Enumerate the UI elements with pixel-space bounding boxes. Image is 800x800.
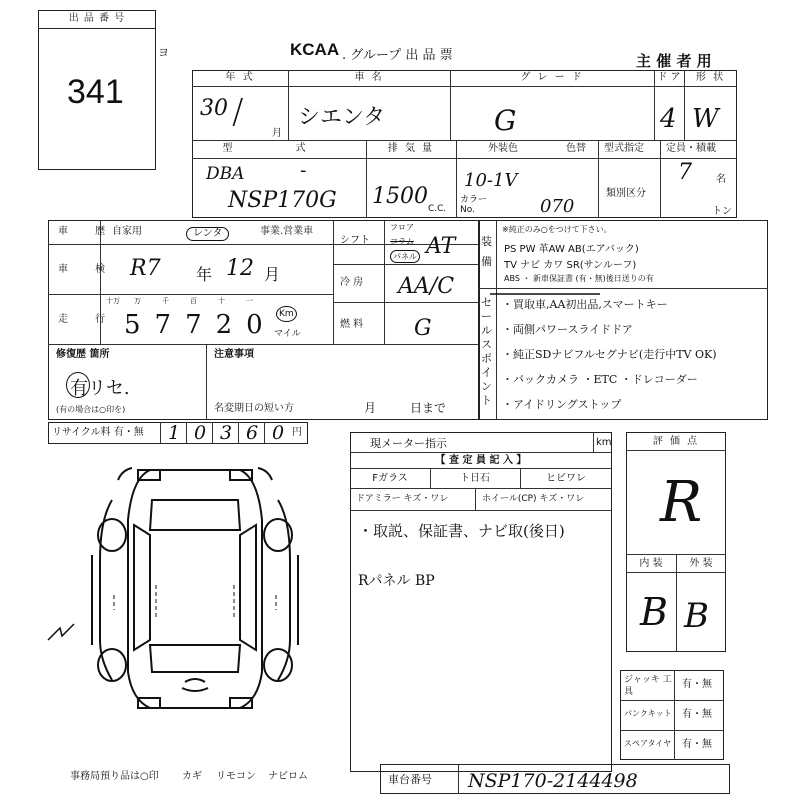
stone-label: ト日石 xyxy=(460,473,490,484)
color-label: 外装色 xyxy=(488,143,518,154)
mileage-digit-label: 百 xyxy=(190,297,197,305)
office-items-text: 事務局預り品は○印 xyxy=(70,771,159,782)
shift-value: AT xyxy=(426,234,456,259)
recycle-label: リサイクル料 有・無 xyxy=(52,427,144,438)
mileage-mile-unit: マイル xyxy=(274,329,301,339)
lot-number-box xyxy=(38,10,156,170)
year-slash: / xyxy=(232,92,244,132)
brand-logo: KCAA xyxy=(290,40,340,59)
shift-column: コラム xyxy=(390,237,414,246)
grade-value: G xyxy=(494,104,517,137)
lot-number-label: 出 品 番 号 xyxy=(39,11,155,29)
crack-label: ヒビワレ xyxy=(546,473,586,484)
exterior-value: B xyxy=(684,596,709,636)
glass-label: Fガラス xyxy=(372,473,408,484)
meter-unit: km xyxy=(596,437,612,448)
fuel-value: G xyxy=(414,316,432,341)
inspection-era: R7 xyxy=(130,256,161,281)
shift-label: シフト xyxy=(340,235,370,246)
tool-spare-value: 有・無 xyxy=(682,739,712,750)
type-spec-label: 型式指定 xyxy=(604,143,644,154)
car-name: シエンタ xyxy=(298,105,386,130)
mileage-digit-label: 万 xyxy=(134,297,141,305)
month-suffix: 月 xyxy=(272,128,282,139)
color-change-label: 色替 xyxy=(566,143,586,154)
office-items-remote: リモコン xyxy=(216,771,256,782)
aircon-value: AA/C xyxy=(398,274,455,299)
inspection-month-suffix: 月 xyxy=(264,265,281,284)
tool-spare-label: スペアタイヤ xyxy=(624,739,672,748)
shape-label: 形 状 xyxy=(695,72,726,83)
name-label: 車 名 xyxy=(354,72,384,83)
fuel-label: 燃 料 xyxy=(340,319,364,330)
sales-point-line: ・アイドリングストップ xyxy=(502,398,622,411)
mileage-digit-label: 十 xyxy=(218,297,225,305)
doors-value: 4 xyxy=(660,104,677,134)
ton-unit: トン xyxy=(712,206,732,217)
mileage-km-unit: Km xyxy=(276,306,297,322)
mileage-digit-label: 十万 xyxy=(106,297,120,305)
rating-value: R xyxy=(660,470,703,535)
sales-points-list xyxy=(502,292,764,417)
model-value: NSP170G xyxy=(228,188,337,213)
class-label: 類別区分 xyxy=(606,188,646,199)
tool-jack-value: 有・無 xyxy=(682,679,712,690)
sales-point-line: ・バックカメラ ・ETC ・ドレコーダー xyxy=(502,373,698,386)
title-change-label: 名変期日の短い方 xyxy=(214,403,294,414)
meter-label: 現メーター指示 xyxy=(370,437,447,450)
equipment-note: ※純正のみ○をつけて下さい。 xyxy=(502,225,612,234)
year-value: 30 xyxy=(200,96,228,121)
mileage-label: 走 行 xyxy=(58,314,118,325)
repair-note: (有の場合は○印を) xyxy=(56,405,126,414)
capacity-value: 7 xyxy=(678,160,692,185)
office-items-key: カギ xyxy=(182,771,202,782)
color-code: 070 xyxy=(540,196,575,217)
mileage-digit-labels xyxy=(100,296,270,308)
mileage-value: 57720 xyxy=(124,310,277,340)
tool-puncture-label: パンクキット xyxy=(624,709,672,718)
copy-label: 主 催 者 用 xyxy=(636,52,712,70)
recycle-digit: 0 xyxy=(186,422,213,444)
mileage-digit-label: 千 xyxy=(162,297,169,305)
sales-point-line: ・両側パワースライドドア xyxy=(502,323,633,336)
title-change-month: 月 xyxy=(364,401,377,415)
sales-point-line: ・純正SDナビフルセグナビ(走行中TV OK) xyxy=(502,348,717,361)
interior-label: 内 装 xyxy=(639,558,663,569)
office-items-navi: ナビロム xyxy=(268,771,308,782)
color-code-label: カラー No. xyxy=(460,195,488,215)
model-label: 型 式 xyxy=(222,143,336,154)
recycle-digit: 3 xyxy=(212,422,239,444)
mirror-label: ドアミラー キズ・ワレ xyxy=(356,494,449,504)
inspection-month: 12 xyxy=(226,256,254,281)
wheel-label: ホイール(CP) キズ・ワレ xyxy=(482,494,585,504)
cc-unit: C.C. xyxy=(428,204,447,214)
shift-panel: パネル xyxy=(390,250,420,263)
tool-jack-label: ジャッキ 工 具 xyxy=(624,675,672,697)
recycle-digit: 6 xyxy=(238,422,265,444)
lot-number: 341 xyxy=(67,73,124,111)
repair-circle xyxy=(66,372,90,398)
capacity-label: 定員・積載 xyxy=(666,143,716,154)
repair-value: 有リセ. xyxy=(70,378,130,399)
recycle-digit: 1 xyxy=(160,422,187,444)
equipment-line2: TV ナビ カワ SR(サンルーフ) xyxy=(504,260,637,271)
capacity-unit: 名 xyxy=(716,174,726,185)
sales-point-line: ・買取車,AA初出品,スマートキー xyxy=(502,298,668,311)
door-label: ド ア xyxy=(657,72,681,83)
displacement-value: 1500 xyxy=(372,184,428,209)
exterior-label: 外 装 xyxy=(689,558,713,569)
interior-value: B xyxy=(640,590,668,634)
recycle-unit: 円 xyxy=(292,427,302,438)
history-private: 自家用 xyxy=(112,226,142,237)
recycle-digit: 0 xyxy=(264,422,291,444)
displacement-label: 排 気 量 xyxy=(387,143,435,154)
notes-label: 注意事項 xyxy=(214,349,254,360)
history-rental: レンタ xyxy=(186,227,229,241)
tool-puncture-value: 有・無 xyxy=(682,709,712,720)
chassis-label: 車台番号 xyxy=(388,773,432,786)
shape-value: W xyxy=(692,104,719,134)
equipment-line1: PS PW 革AW AB(エアバック) xyxy=(504,244,639,255)
inspector-header: 【 査 定 員 記 入 】 xyxy=(435,455,527,466)
model-prefix: DBA xyxy=(206,164,245,184)
inspector-comment1: ・取説、保証書、ナビ取(後日) xyxy=(358,522,565,540)
history-label: 車 歴 xyxy=(58,226,118,237)
exterior-color: 10-1V xyxy=(464,170,518,191)
shift-floor: フロア xyxy=(390,223,414,232)
sales-points-label: セールスポイント xyxy=(481,296,492,407)
chassis-value: NSP170-2144498 xyxy=(468,770,638,792)
inspection-year-suffix: 年 xyxy=(196,265,213,284)
mileage-digit-label: 一 xyxy=(246,297,253,305)
history-business: 事業.営業車 xyxy=(260,226,314,237)
year-label: 年 式 xyxy=(225,72,255,83)
form-title: . グループ 出 品 票 xyxy=(342,48,453,63)
repair-label: 修復歴 箇所 xyxy=(56,349,110,360)
equipment-line3: ABS ・ 新車保証書 (有・無)後日送りの有 xyxy=(504,274,654,283)
header-fragment: ヨ xyxy=(158,46,169,59)
rating-label: 評 価 点 xyxy=(652,436,700,447)
inspection-label: 車 検 xyxy=(58,264,118,275)
equipment-label: 装 備 xyxy=(481,235,492,268)
inspector-comment2: Rパネル BP xyxy=(358,573,435,589)
model-dash: - xyxy=(300,160,307,181)
aircon-label: 冷 房 xyxy=(340,277,364,288)
title-change-day: 日まで xyxy=(410,401,447,415)
grade-label: グ レ ー ド xyxy=(520,72,584,83)
